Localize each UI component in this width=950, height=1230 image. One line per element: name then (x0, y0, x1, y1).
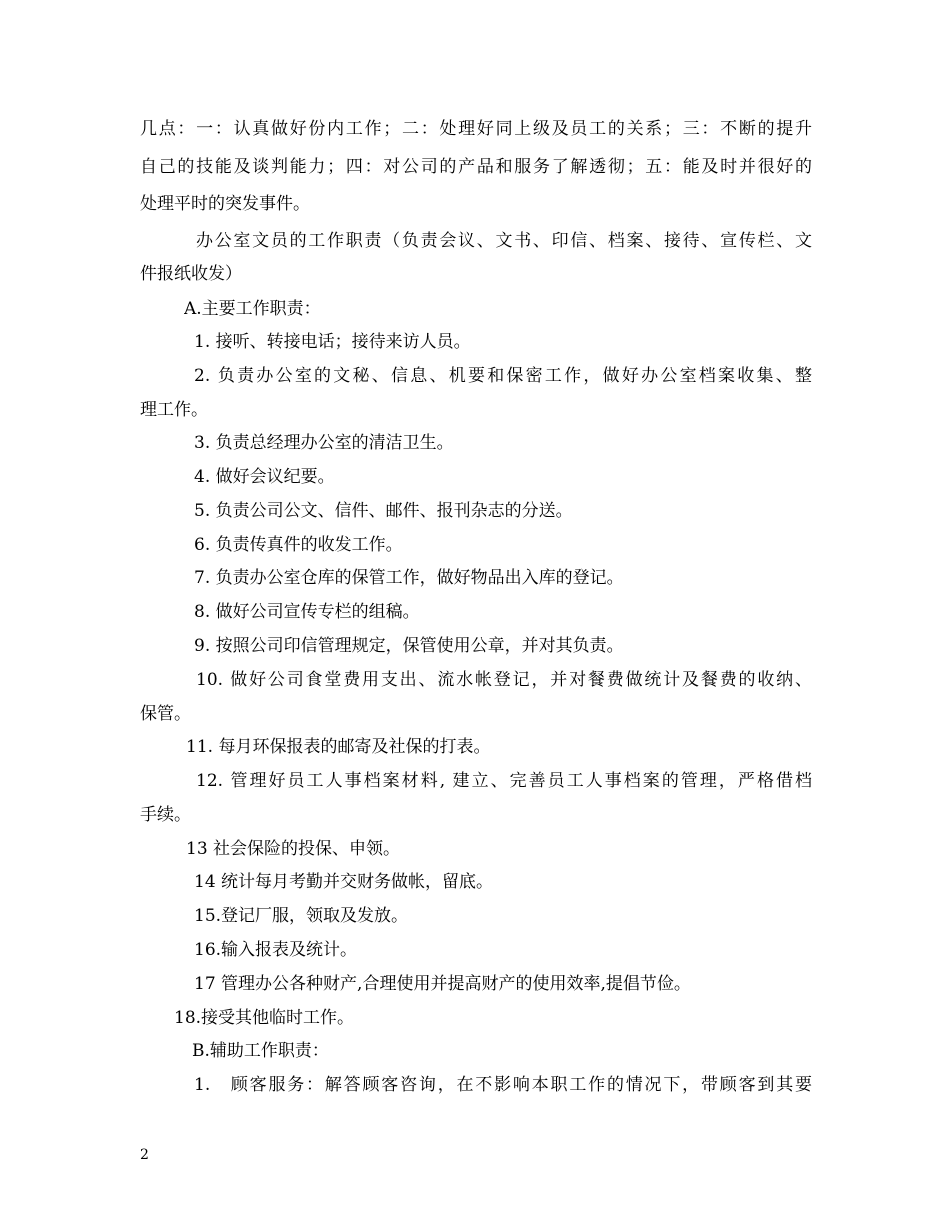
text-line: 处理平时的突发事件。 (140, 194, 310, 214)
text-line: 5. 负责公司公文、信件、邮件、报刊杂志的分送。 (194, 501, 573, 521)
text-line: B.辅助工作职责： (192, 1041, 329, 1061)
text-line: 理工作。 (140, 400, 208, 420)
text-line: 10. 做好公司食堂费用支出、流水帐登记，并对餐费做统计及餐费的收纳、 (196, 670, 812, 690)
text-line: 17 管理办公各种财产,合理使用并提高财产的使用效率,提倡节俭。 (194, 974, 691, 994)
text-line: 16.输入报表及统计。 (194, 940, 358, 960)
text-line: 8. 做好公司宣传专栏的组稿。 (194, 602, 420, 622)
text-line: 18.接受其他临时工作。 (174, 1008, 355, 1028)
text-line: 6. 负责传真件的收发工作。 (194, 535, 403, 555)
text-line: 3. 负责总经理办公室的清洁卫生。 (194, 433, 454, 453)
text-line: 1. 接听、转接电话；接待来访人员。 (194, 332, 471, 352)
text-line: 12. 管理好员工人事档案材料, 建立、完善员工人事档案的管理，严格借档 (196, 771, 812, 791)
text-line: 保管。 (140, 704, 191, 724)
text-line: 手续。 (140, 805, 191, 825)
text-line: 15.登记厂服，领取及发放。 (194, 906, 409, 926)
text-line: A.主要工作职责： (184, 299, 321, 319)
text-line: 7. 负责办公室仓库的保管工作，做好物品出入库的登记。 (194, 568, 624, 588)
text-line: 几点：一：认真做好份内工作；二：处理好同上级及员工的关系；三：不断的提升 (140, 119, 812, 139)
text-line: 11. 每月环保报表的邮寄及社保的打表。 (186, 737, 491, 757)
text-line: 9. 按照公司印信管理规定，保管使用公章，并对其负责。 (194, 636, 624, 656)
text-line: 2. 负责办公室的文秘、信息、机要和保密工作，做好办公室档案收集、整 (194, 366, 812, 386)
text-line: 4. 做好会议纪要。 (194, 467, 335, 487)
text-line: 件报纸收发） (140, 264, 242, 284)
text-line: 14 统计每月考勤并交财务做帐，留底。 (194, 872, 494, 892)
text-line: 13 社会保险的投保、申领。 (186, 839, 401, 859)
text-line: 自己的技能及谈判能力；四：对公司的产品和服务了解透彻；五：能及时并很好的 (140, 157, 812, 177)
text-line: 办公室文员的工作职责（负责会议、文书、印信、档案、接待、宣传栏、文 (196, 231, 812, 251)
page-number: 2 (140, 1147, 149, 1163)
text-line: 1. 顾客服务：解答顾客咨询，在不影响本职工作的情况下，带顾客到其要 (194, 1075, 812, 1095)
